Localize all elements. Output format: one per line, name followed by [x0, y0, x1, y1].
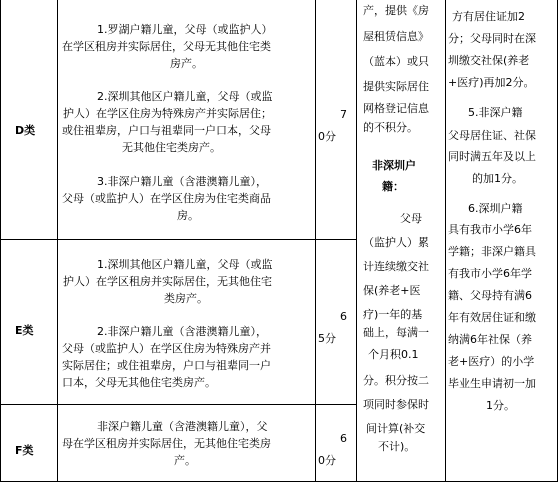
col4-top-line-6: 的不积分。	[363, 121, 418, 134]
category-d-label: D类	[15, 124, 36, 137]
e-score-unit: 5分	[318, 332, 336, 345]
d-score-unit: 0分	[318, 130, 336, 143]
col5-top-line-4: +医疗)再加2分。	[448, 76, 535, 89]
f-score-digit: 6	[340, 432, 347, 445]
d-score-digit: 7	[340, 108, 347, 121]
col4-heading-line-1: 非深圳户	[372, 159, 416, 172]
grid-line	[0, 239, 356, 240]
d-item-2-line-2: 护人）在学区住房为特殊房产并实际居住；	[63, 107, 272, 120]
col5-item5-line-1: 5.非深户籍	[468, 106, 523, 119]
col4-body-line-3: 计连续缴交社	[363, 260, 429, 273]
col5-item5-line-3: 同时满五年及以上	[448, 150, 536, 163]
col5-item6-line-8: 老+医疗）的小学	[448, 355, 535, 368]
d-item-3-line-2: 父母（或监护人）在学区住房为住宅类商品	[62, 192, 271, 205]
col5-item6-line-4: 有我市小学6年学	[448, 267, 532, 280]
f-score-unit: 0分	[318, 454, 336, 467]
e-item-1-line-2: 护人）在学区租房并实际居住，无其他住宅	[63, 275, 272, 288]
grid-line	[57, 0, 58, 482]
e-score-digit: 6	[340, 310, 347, 323]
col4-body-line-9: 项同时参保时	[363, 398, 429, 411]
d-item-3-line-1: 3.非深户籍儿童（含港澳籍儿童），	[97, 175, 267, 188]
e-item-1-line-1: 1.深圳其他区户籍儿童，父母（或监	[97, 258, 273, 271]
col5-item5-line-2: 父母居住证、社保	[448, 129, 536, 142]
col5-item6-line-3: 学籍；非深户籍具	[448, 245, 536, 258]
col5-item6-line-5: 籍、父母持有满6	[448, 289, 532, 302]
col5-item6-line-7: 纳满6年社保（养	[448, 333, 532, 346]
d-item-3-line-3: 房。	[177, 209, 199, 222]
d-item-1-line-1: 1.罗湖户籍儿童，父母（或监护人）	[97, 23, 273, 36]
d-item-2-line-3: 或住祖辈房，户口与祖辈同一户口本，父母	[62, 124, 271, 137]
col4-body-line-4: 保(养老+医	[363, 284, 421, 297]
category-f-label: F类	[15, 444, 34, 457]
grid-line	[356, 0, 357, 482]
col4-top-line-1: 产，提供《房	[363, 4, 429, 17]
col5-item6-line-2: 具有我市小学6年	[448, 223, 532, 236]
f-item-line-2: 母在学区租房并实际居住，无其他住宅类房	[62, 437, 271, 450]
category-e-label: E类	[15, 324, 34, 337]
e-item-2-line-1: 2.非深户籍儿童（含港澳籍儿童），	[97, 325, 267, 338]
col4-top-line-5: 网格登记信息	[363, 102, 429, 115]
col4-body-line-7: 个月积0.1	[368, 348, 419, 361]
f-item-line-1: 非深户籍儿童（含港澳籍儿童），父	[97, 420, 268, 433]
col5-item5-line-4: 的加1分。	[472, 172, 523, 185]
col5-item6-line-6: 年有效居住证和缴	[448, 311, 536, 324]
col5-top-line-1: 方有居住证加2	[452, 10, 525, 23]
e-item-2-line-3: 实际居住；或住祖辈房，户口与祖辈同一户	[62, 359, 271, 372]
col4-heading-line-2: 籍：	[382, 180, 404, 193]
col4-body-line-10: 间计算(补交	[366, 422, 426, 435]
col4-body-line-11: 不计)。	[378, 440, 416, 453]
grid-line	[445, 0, 446, 482]
col4-body-line-6: 础上，每满一	[363, 326, 429, 339]
col4-top-line-4: 提供实际居住	[363, 80, 429, 93]
e-item-2-line-4: 口本，父母无其他住宅类房产。	[62, 376, 216, 389]
col4-body-line-8: 分。积分按二	[363, 374, 429, 387]
f-item-line-3: 产。	[174, 454, 196, 467]
grid-line	[0, 404, 356, 405]
e-item-1-line-3: 类房产。	[164, 292, 208, 305]
col4-body-line-5: 疗)一年的基	[363, 308, 423, 321]
col4-top-line-3: （蓝本）或只	[363, 55, 429, 68]
col5-item6-line-9: 毕业生申请初一加	[448, 377, 536, 390]
col5-item6-line-1: 6.深圳户籍	[468, 202, 523, 215]
col5-top-line-3: 圳缴交社保(养老	[448, 54, 530, 67]
col4-body-line-2: （监护人）累	[363, 236, 429, 249]
grid-line	[315, 0, 316, 482]
col5-top-line-2: 分；父母同时在深	[448, 32, 536, 45]
d-item-1-line-3: 房产。	[170, 57, 203, 70]
d-item-1-line-2: 在学区租房并实际居住，父母无其他住宅类	[62, 40, 271, 53]
col4-top-line-2: 屋租赁信息》	[363, 30, 429, 43]
grid-line	[0, 0, 1, 482]
e-item-2-line-2: 父母（或监护人）在学区住房为特殊房产并	[62, 342, 271, 355]
d-item-2-line-1: 2.深圳其他区户籍儿童，父母（或监	[97, 90, 273, 103]
col5-item6-line-10: 1分。	[486, 399, 515, 412]
d-item-2-line-4: 无其他住宅类房产。	[122, 141, 221, 154]
col4-body-line-1: 父母	[400, 212, 422, 225]
